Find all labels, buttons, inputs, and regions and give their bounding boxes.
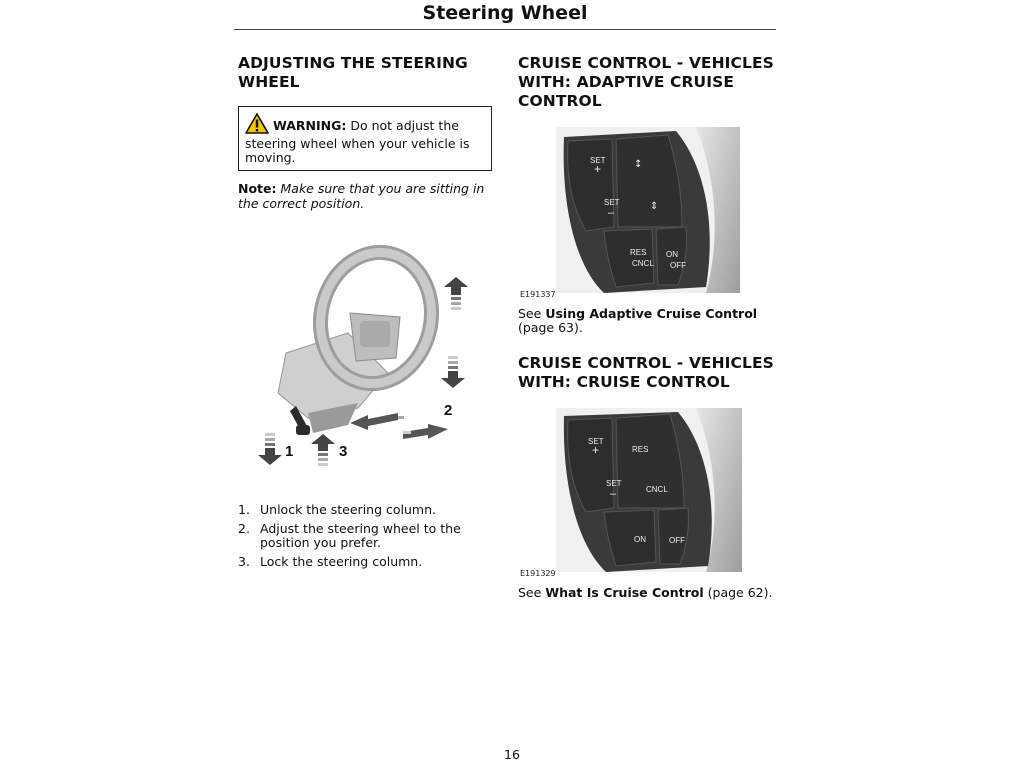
section-heading-cruise: CRUISE CONTROL - VEHICLES WITH: CRUISE CONTROL (518, 354, 774, 391)
on-label: ON (634, 535, 646, 544)
note-label: Note: (238, 181, 277, 196)
page-title: Steering Wheel (422, 2, 588, 24)
warning-label: WARNING: (273, 118, 347, 133)
see-reference-adaptive: See Using Adaptive Cruise Control (page 63). (518, 306, 758, 335)
cruise-photo (520, 408, 742, 578)
list-item: 1. Unlock the steering column. (238, 502, 436, 517)
note (238, 181, 492, 211)
on-label: ON (666, 250, 678, 259)
list-item: 3. Lock the steering column. (238, 554, 423, 569)
cncl-label: CNCL (646, 485, 668, 494)
set-plus-label: SET (588, 437, 604, 446)
res-label: RES (632, 445, 649, 454)
off-label: OFF (670, 261, 686, 270)
steering-wheel-drawing (238, 243, 492, 473)
warning-box (238, 106, 492, 171)
cross-reference-link: Using Adaptive Cruise Control (545, 306, 758, 321)
off-label: OFF (669, 536, 685, 545)
callout-3: 3 (339, 443, 348, 460)
right-column (518, 54, 778, 600)
adaptive-cruise-switch-drawing (556, 127, 740, 293)
page-number: 16 (504, 747, 520, 762)
tilt-up-arrow-icon (444, 277, 468, 310)
page-header (234, 0, 776, 30)
image-code: E191337 (520, 290, 556, 299)
cncl-label: CNCL (632, 259, 654, 268)
callout-2: 2 (444, 402, 453, 419)
warning-triangle-icon (245, 113, 269, 137)
set-plus-label: SET (590, 156, 606, 165)
image-code: E191329 (520, 569, 556, 578)
cross-reference-link: What Is Cruise Control (545, 585, 704, 600)
section-heading-adaptive-cruise: CRUISE CONTROL - VEHICLES WITH: ADAPTIVE CRUISE CONTROL (518, 54, 774, 110)
warning-text: Do not adjust the steering wheel when your vehicle is moving. (245, 118, 470, 165)
steering-wheel-illustration (238, 243, 492, 473)
telescope-arrow-icon (350, 413, 448, 439)
set-minus-label: SET (604, 198, 620, 207)
svg-text:–: – (610, 488, 617, 500)
set-minus-label: SET (606, 479, 622, 488)
adaptive-cruise-photo (520, 127, 740, 299)
left-column (238, 54, 492, 574)
note-text: Make sure that you are sitting in the correct position. (238, 181, 485, 211)
res-label: RES (630, 248, 647, 257)
cruise-switch-drawing (556, 408, 742, 572)
lock-up-arrow-icon (311, 434, 335, 466)
list-item: 2. Adjust the steering wheel to the position you prefer. (238, 521, 461, 550)
svg-text:+: + (594, 162, 602, 176)
section-heading-adjusting: ADJUSTING THE STEERING WHEEL (238, 54, 468, 91)
svg-text:+: + (592, 443, 600, 457)
unlock-down-arrow-icon (258, 433, 282, 465)
gap-decrease-icon: ⇕ (650, 201, 659, 212)
tilt-down-arrow-icon (441, 356, 465, 388)
svg-text:–: – (608, 207, 615, 219)
callout-1: 1 (285, 443, 294, 460)
steps-list (238, 503, 492, 569)
gap-increase-icon: ↕ (634, 159, 643, 170)
see-reference-cruise: See What Is Cruise Control (page 62). (518, 585, 773, 600)
